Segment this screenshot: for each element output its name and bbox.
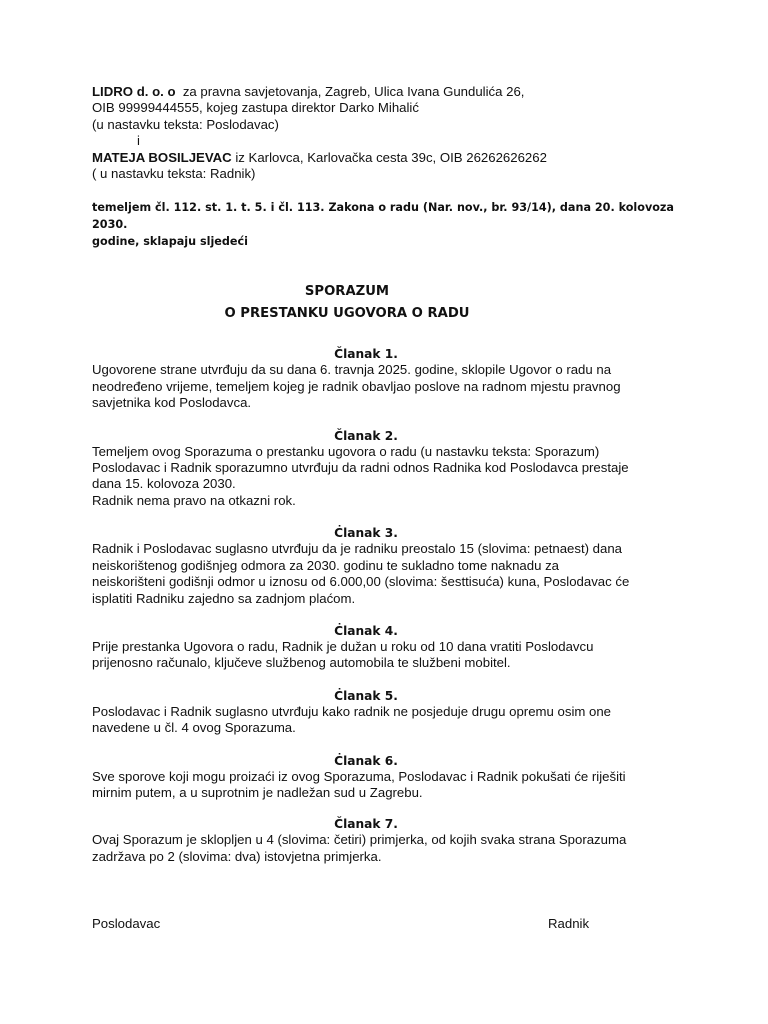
article-heading: Članak 2. xyxy=(334,428,398,443)
article xyxy=(92,688,692,737)
article-line: neodređeno vrijeme, temeljem kojeg je radnik obavljao poslove na radnom mjestu pravnog xyxy=(92,378,621,394)
employer-details: za pravna savjetovanja, Zagreb, Ulica Ivana Gundulića 26, xyxy=(175,84,525,99)
article-heading: Članak 1. xyxy=(334,347,398,362)
article-line: Poslodavac i Radnik sporazumno utvrđuju da radni odnos Radnika kod Poslodavca prestaje xyxy=(92,460,629,476)
title-line-2: O PRESTANKU UGOVORA O RADU xyxy=(224,306,470,322)
article-line: Poslodavac i Radnik suglasno utvrđuju kako radnik ne posjeduje drugu opremu osim one xyxy=(92,703,612,719)
article xyxy=(92,816,692,865)
article-line: dana 15. kolovoza 2030. xyxy=(92,476,236,492)
article-line: Temeljem ovog Sporazuma o prestanku ugovora o radu (u nastavku teksta: Sporazum) xyxy=(92,443,600,459)
articles-list xyxy=(92,346,692,865)
article-line: neiskorištenog godišnjeg odmora za 2030. godinu te sukladno tome naknadu za xyxy=(92,557,560,573)
employer-name: LIDRO d. o. o xyxy=(92,84,176,99)
article xyxy=(92,753,692,802)
article-line: Ugovorene strane utvrđuju da su dana 6. travnja 2025. godine, sklopile Ugovor o radu na xyxy=(92,362,612,378)
document-body xyxy=(92,84,692,865)
signature-employee: Radnik xyxy=(548,916,590,931)
article-line: Ovaj Sporazum je sklopljen u 4 (slovima: četiri) primjerka, od kojih svaka strana Sporazuma xyxy=(92,832,627,848)
article-heading: Ċlanak 3. xyxy=(334,526,398,541)
article-heading: Ċlanak 5. xyxy=(334,688,398,703)
document-title xyxy=(92,281,602,325)
article xyxy=(92,346,692,411)
article xyxy=(92,525,692,607)
signature-employer: Poslodavac xyxy=(92,916,161,931)
article-line: Prije prestanka Ugovora o radu, Radnik je dužan u roku od 10 dana vratiti Poslodavcu xyxy=(92,638,594,654)
legal-basis-line: temeljem čl. 112. st. 1. t. 5. i čl. 113. Zakona o radu (Nar. nov., br. 93/14), dana 20. kolovoza 2030. xyxy=(92,201,674,232)
title-line-1: SPORAZUM xyxy=(304,284,390,300)
article-line: savjetnika kod Poslodavca. xyxy=(92,395,252,411)
legal-basis-line: godine, sklapaju sljedeći xyxy=(92,235,248,249)
article-line: Radnik nema pravo na otkazni rok. xyxy=(92,492,296,508)
article xyxy=(92,623,692,672)
article-line: mirnim putem, a u suprotnim je nadležan sud u Zagrebu. xyxy=(92,784,423,800)
article-line: Sve sporove koji mogu proizaći iz ovog Sporazuma, Poslodavac i Radnik pokušati će riješiti xyxy=(92,768,626,784)
article xyxy=(92,428,692,510)
employer-line xyxy=(92,84,692,100)
legal-basis xyxy=(92,199,692,250)
employee-name: MATEJA BOSILJEVAC xyxy=(92,149,232,165)
article-line: neiskorišteni godišnji odmor u iznosu od 6.000,00 (slovima: šesttisuća) kuna, Poslodavac će xyxy=(92,574,630,590)
article-line: zadržava po 2 (slovima: dva) istovjetna primjerka. xyxy=(92,848,382,864)
employee-alias-line: ( u nastavku teksta: Radnik) xyxy=(92,166,256,182)
article-line: navedene u čl. 4 ovog Sporazuma. xyxy=(92,720,296,736)
employee-details: iz Karlovca, Karlovačka cesta 39c, OIB 26262626262 xyxy=(231,149,547,165)
employer-oib-line: OIB 99999444555, kojeg zastupa direktor Darko Mihalić xyxy=(92,100,419,116)
article-heading: Članak 7. xyxy=(334,817,398,832)
conjunction: i xyxy=(137,133,140,149)
article-heading: Ċlanak 6. xyxy=(334,753,398,768)
parties-block xyxy=(92,84,692,182)
article-line: prijenosno računalo, ključeve službenog automobila te službeni mobitel. xyxy=(92,655,511,671)
article-heading: Ċlanak 4. xyxy=(334,623,398,638)
article-line: isplatiti Radniku zajedno sa zadnjom plaćom. xyxy=(92,590,356,606)
employer-alias-line: (u nastavku teksta: Poslodavac) xyxy=(92,116,279,132)
employee-line xyxy=(92,150,692,166)
article-line: Radnik i Poslodavac suglasno utvrđuju da je radniku preostalo 15 (slovima: petnaest) dana xyxy=(92,541,623,557)
